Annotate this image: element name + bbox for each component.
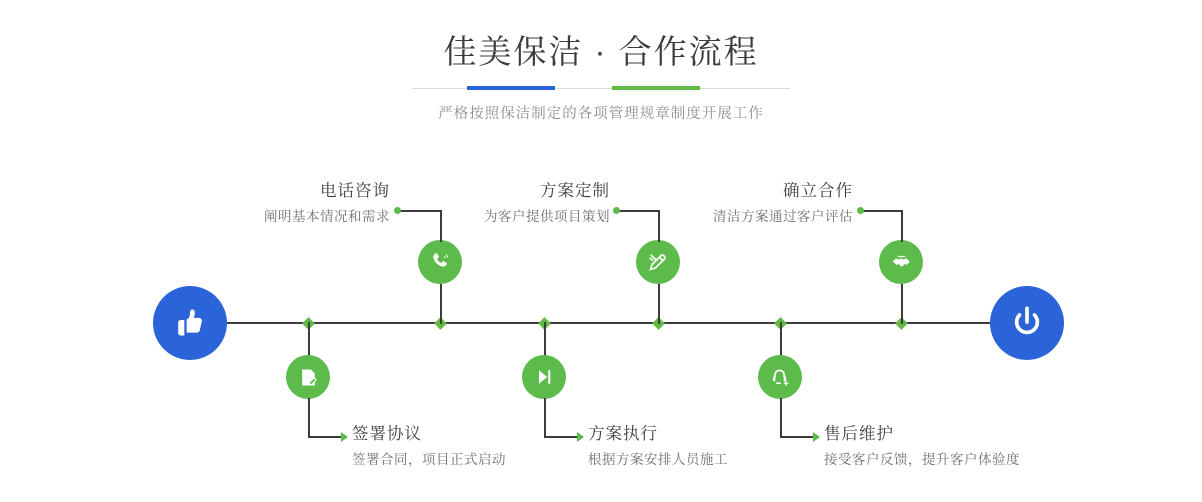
process-flow-diagram [0, 150, 1202, 502]
step-5-title: 确立合作 [783, 182, 853, 200]
connector-step-4-riser [544, 398, 546, 437]
page-header [0, 0, 1202, 123]
connector-step-5-arm [860, 210, 902, 212]
pen-ruler-icon [646, 250, 670, 274]
step-4-icon-node [522, 355, 566, 399]
connector-step-2-arrow [341, 432, 348, 442]
connector-step-6-arm [780, 436, 816, 438]
connector-step-5-riser [901, 210, 903, 242]
end-node-power [990, 286, 1064, 360]
step-2-label [352, 425, 506, 467]
connector-step-3-arm [616, 210, 659, 212]
step-5-icon-node [879, 240, 923, 284]
connector-step-1-stem [440, 284, 442, 324]
divider-accent-green [612, 86, 700, 90]
step-6-icon-node [758, 355, 802, 399]
step-4-title: 方案执行 [588, 425, 658, 443]
step-1-label [230, 182, 390, 224]
page-title: 佳美保洁 · 合作流程 [443, 33, 759, 70]
connector-step-5-dot [857, 207, 864, 214]
power-icon [1007, 303, 1047, 343]
contract-edit-icon [297, 366, 320, 389]
connector-step-3-dot [613, 207, 620, 214]
page-subtitle: 严格按照保洁制定的各项管理规章制度开展工作 [438, 105, 764, 122]
step-6-desc: 接受客户反馈，提升客户体验度 [824, 451, 1020, 467]
connector-step-6-arrow [813, 432, 820, 442]
step-6-title: 售后维护 [824, 425, 894, 443]
connector-step-2-riser [308, 398, 310, 437]
step-2-icon-node [286, 355, 330, 399]
step-4-label [588, 425, 728, 467]
step-3-desc: 为客户提供项目策划 [484, 208, 610, 224]
step-2-title: 签署协议 [352, 425, 422, 443]
connector-step-3-stem [658, 284, 660, 324]
handshake-icon [889, 250, 914, 275]
step-5-label [690, 182, 853, 224]
step-1-desc: 阐明基本情况和需求 [264, 208, 390, 224]
start-node-thumbs-up [153, 286, 227, 360]
connector-step-4-arrow [577, 432, 584, 442]
play-next-icon [533, 366, 555, 388]
step-3-icon-node [636, 240, 680, 284]
connector-step-1-riser [440, 210, 442, 242]
divider-accent-blue [467, 86, 555, 90]
title-divider [412, 88, 790, 89]
connector-step-1-arm [397, 210, 441, 212]
connector-step-6-riser [780, 398, 782, 437]
step-1-title: 电话咨询 [320, 182, 390, 200]
headset-support-icon [769, 366, 792, 389]
step-1-icon-node [418, 240, 462, 284]
phone-call-icon [428, 250, 452, 274]
step-3-label [452, 182, 610, 224]
step-4-desc: 根据方案安排人员施工 [588, 451, 728, 467]
step-2-desc: 签署合同，项目正式启动 [352, 451, 506, 467]
thumbs-up-icon [170, 303, 210, 343]
connector-step-4-arm [544, 436, 580, 438]
step-6-label [824, 425, 1020, 467]
connector-step-5-stem [901, 284, 903, 324]
connector-step-3-riser [658, 210, 660, 242]
connector-step-2-arm [308, 436, 344, 438]
step-3-title: 方案定制 [540, 182, 610, 200]
step-5-desc: 清洁方案通过客户评估 [713, 208, 853, 224]
connector-step-1-dot [394, 207, 401, 214]
